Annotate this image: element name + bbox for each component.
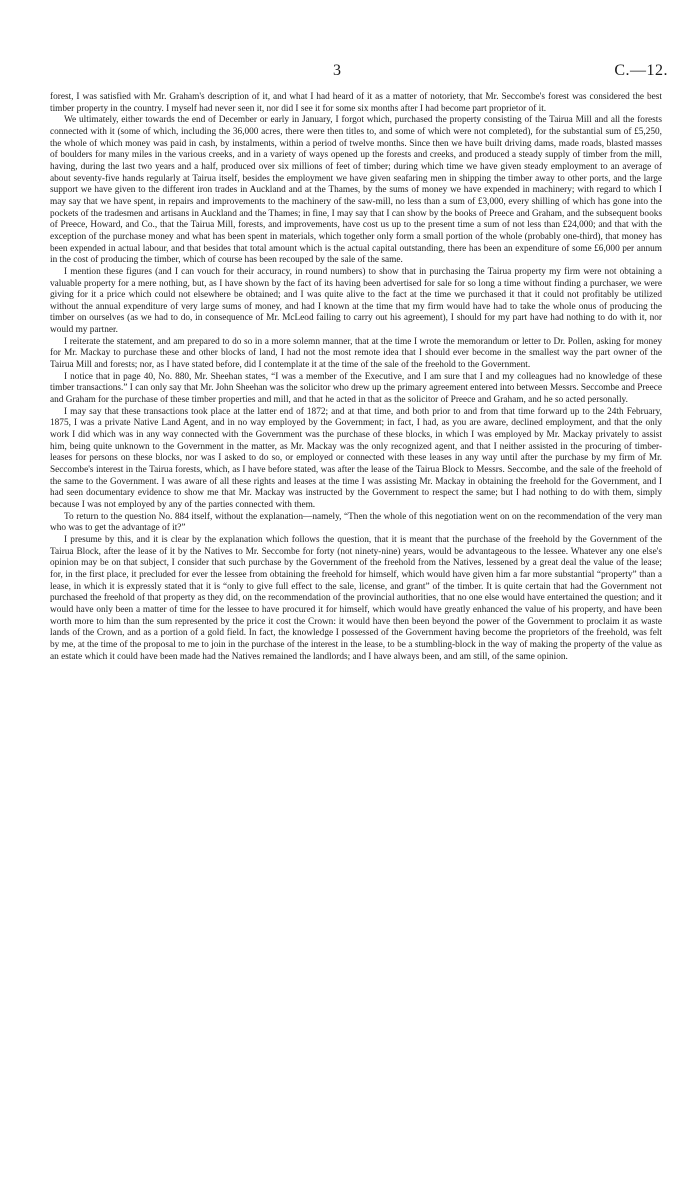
document-page [50, 62, 668, 663]
paragraph: I mention these figures (and I can vouch for their accuracy, in round numbers) to show that in purchasing the Tairua property my firm were not obtaining a valuable property for a mere nothing, but, as I have shown by the fact of its having been advertised for sale for so long a time without finding a purchaser, we were giving for it a price which could not elsewhere be obtained; and I was quite alive to the fact at the time we purchased it that it could not profitably be utilized without the annual expenditure of very large sums of money, and had I known at the time that my firm would have had to take the whole onus of producing the timber on ourselves (as we had to do, in consequence of Mr. McLeod failing to carry out his agreement), I should for my part have had nothing to do with it, nor would my partner. [50, 266, 662, 336]
paragraph: To return to the question No. 884 itself, without the explanation—namely, “Then the whole of this negotiation went on on the recommendation of the very man who was to get the advantage of it?” [50, 511, 662, 534]
paragraph: forest, I was satisfied with Mr. Graham's description of it, and what I had heard of it as a matter of notoriety, that Mr. Seccombe's forest was considered the best timber property in the country. I myself had never seen it, nor did I see it for some six months after I had become part proprietor of it. [50, 92, 662, 114]
page-header [50, 62, 668, 92]
paragraph: We ultimately, either towards the end of December or early in January, I forgot which, purchased the property consisting of the Tairua Mill and all the forests connected with it (some of which, including the 36,000 acres, there were then titles to, and some of which were not completed), for the substantial sum of £5,250, the whole of which money was paid in cash, by instalments, within a period of twelve months. Since then we have built driving dams, made roads, blasted masses of boulders for many miles in the various creeks, and in a variety of ways opened up the forests and creeks, and produced a steady supply of timber from the mill, having, during the last two years and a half, produced over six millions of feet of timber; during which time we have given steady employment to an average of about seventy-five hands regularly at Tairua itself, besides the employment we have given seafaring men in shipping the timber away to other ports, and the large support we have given to the different iron trades in Auckland and at the Thames, by the sums of money we have expended in machinery; with regard to which I may say that we have spent, in repairs and improvements to the machinery of the saw-mill, no less than a sum of £3,000, every shilling of which has gone into the pockets of the tradesmen and artisans in Auckland and the Thames; in fine, I may say that I can show by the books of Preece and Graham, and the subsequent books of Preece, Howard, and Co., that the Tairua Mill, forests, and improvements, have cost us up to the present time a sum of not less than £24,000; and that with the exception of the purchase money and what has been spent in materials, which together only form a small portion of the whole (probably one-third), that money has been expended in actual labour, and that besides that total amount which is the actual capital outstanding, there has been an expenditure of some £6,000 per annum in the cost of producing the timber, which of course has been recouped by the sale of the same. [50, 115, 662, 266]
paragraph: I may say that these transactions took place at the latter end of 1872; and at that time, and both prior to and from that time forward up to the 24th February, 1875, I was a private Native Land Agent, and in no way employed by the Government; in fact, I had, as you are aware, declined employment, and that the only work I did which was in any way connected with the Government was the purchase of these blocks, in which I was employed by Mr. Mackay privately to assist him, being quite unknown to the Government in the matter, as Mr. Mackay was the only recognized agent, and that I neither assisted in the procuring of timber-leases for persons on these blocks, nor was I asked to do so, or employed or connected with these leases in any way until after the purchase by my firm of Mr. Seccombe's interest in the Tairua forests, which, as I have before stated, was after the lease of the Tairua Block to Messrs. Seccombe, and the sale of the freehold of the same to the Government. I was aware of all these rights and leases at the time I was assisting Mr. Mackay in obtaining the freehold for the Government, and I had seen documentary evidence to show me that Mr. Mackay was instructed by the Government to respect the same; but I had nothing to do with them, simply because I was not employed by any of the parties connected with them. [50, 406, 662, 510]
document-reference: C.—12. [614, 62, 668, 79]
paragraph: I notice that in page 40, No. 880, Mr. Sheehan states, “I was a member of the Executive, and I am sure that I and my colleagues had no knowledge of these timber transactions.” I can only say that Mr. John Sheehan was the solicitor who drew up the primary agreement entered into between Messrs. Seccombe and Preece and Graham for the purchase of these timber properties and mill, and that he acted in that as the solicitor of Preece and Graham, and he so acted personally. [50, 371, 662, 406]
page-number: 3 [333, 62, 341, 79]
paragraph: I presume by this, and it is clear by the explanation which follows the question, that it is meant that the purchase of the freehold by the Government of the Tairua Block, after the lease of it by the Natives to Mr. Seccombe for forty (not ninety-nine) years, would be advantageous to the lessee. Whatever any one else's opinion may be on that subject, I consider that such purchase by the Government of the freehold from the Natives, lessened by a great deal the value of the lease; for, in the first place, it precluded for ever the lessee from obtaining the freehold for himself, which would have given him a far more substantial “property” than a lease, in which it is expressly stated that it is “only to give full effect to the sale, license, and grant” of the timber. It is quite certain that had the Government not purchased the freehold of that property as they did, on the recommendation of the provincial authorities, that no one else would have entertained the question; and it would have only been a matter of time for the lessee to have procured it for himself, which would have greatly enhanced the value of his property, and have been worth more to him than the sum represented by the price it cost the Crown: it would have then been beyond the power of the Government to proclaim it as waste lands of the Crown, and as a portion of a gold field. In fact, the knowledge I possessed of the Government having become the proprietors of the freehold, was felt by me, at the time of the proposal to me to join in the purchase of the interest in the lease, to be a stumbling-block in the way of making the property of the value as an estate which it could have been made had the Natives remained the landlords; and I have always been, and am still, of the same opinion. [50, 534, 662, 662]
paragraph: I reiterate the statement, and am prepared to do so in a more solemn manner, that at the time I wrote the memorandum or letter to Dr. Pollen, asking for money for Mr. Mackay to purchase these and other blocks of land, I had not the most remote idea that I should ever become in the smallest way the part owner of the Tairua Mill and forests; nor, as I have stated before, did I contemplate it at the time of the sale of the freehold to the Government. [50, 336, 662, 371]
body-text [50, 92, 662, 663]
